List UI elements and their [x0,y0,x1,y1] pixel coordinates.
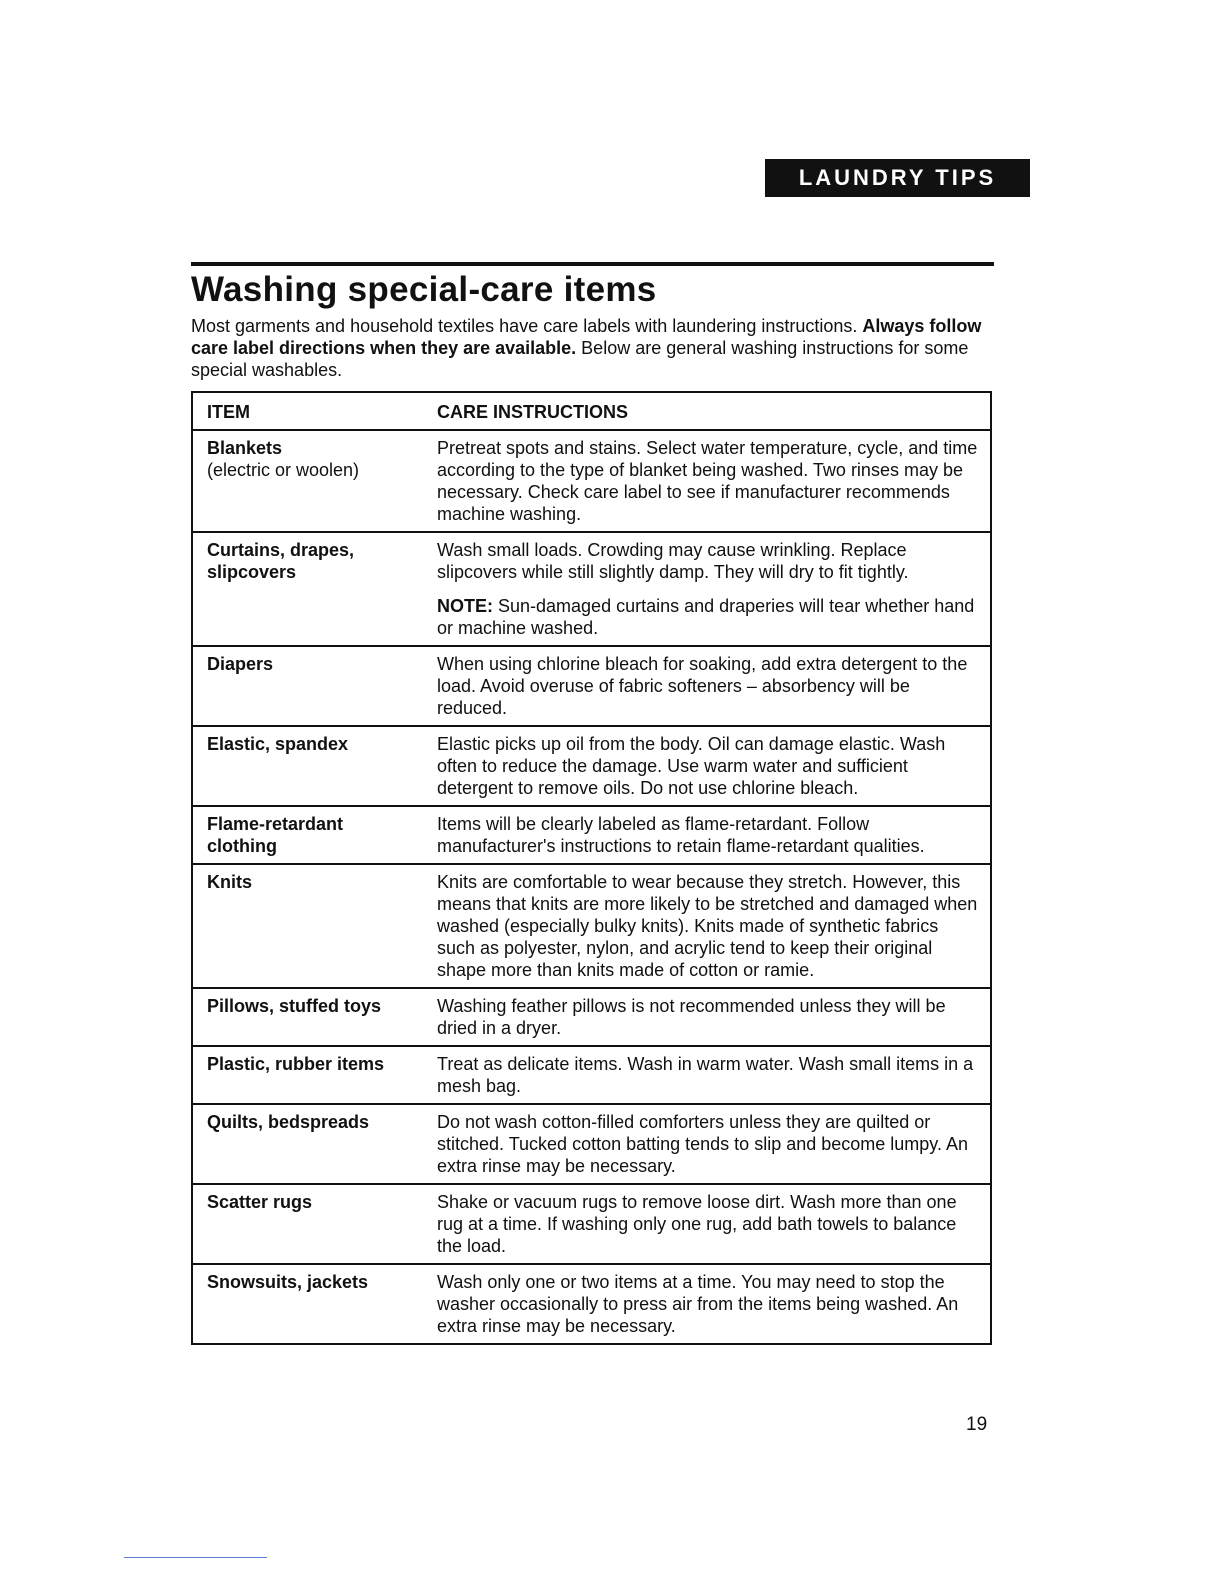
care-text: When using chlorine bleach for soaking, add extra detergent to the load. Avoid overuse of fabric softeners – absorbency will be reduced. [437,654,968,718]
care-cell [423,1264,991,1344]
table-row [192,806,991,864]
care-text: Wash small loads. Crowding may cause wrinkling. Replace slipcovers while still slightly damp. They will dry to fit tightly. [437,540,909,582]
care-cell [423,988,991,1046]
item-cell [192,1046,423,1104]
care-text: Wash only one or two items at a time. You may need to stop the washer occasionally to press air from the items being washed. An extra rinse may be necessary. [437,1272,959,1336]
table-row [192,646,991,726]
item-name: Knits [207,872,252,892]
care-cell [423,1184,991,1264]
care-text: Do not wash cotton-filled comforters unless they are quilted or stitched. Tucked cotton batting tends to slip and become lumpy. An extra rinse may be necessary. [437,1112,968,1176]
item-name: Flame-retardant clothing [207,814,344,856]
intro-emphasis: Always follow care label directions when they are available. [191,316,982,358]
item-cell [192,430,423,532]
page-title: Washing special-care items [191,270,657,309]
table-row [192,1104,991,1184]
note-label: NOTE: [437,596,493,616]
table-row [192,864,991,988]
care-text: Pretreat spots and stains. Select water temperature, cycle, and time according to the type of blanket being washed. Two rinses may be necessary. Check care label to see if manufacturer recommends machine washing. [437,438,978,524]
item-name: Snowsuits, jackets [207,1272,369,1292]
column-header-care: CARE INSTRUCTIONS [437,402,629,422]
care-cell [423,726,991,806]
table-row [192,988,991,1046]
item-name: Blankets [207,438,283,458]
care-table [191,391,992,1345]
care-cell [423,430,991,532]
care-note [437,595,980,639]
note-text: Sun-damaged curtains and draperies will tear whether hand or machine washed. [437,596,975,638]
care-text: Items will be clearly labeled as flame-retardant. Follow manufacturer's instructions to retain flame-retardant qualities. [437,814,925,856]
item-cell [192,1184,423,1264]
care-text: Washing feather pillows is not recommended unless they will be dried in a dryer. [437,996,946,1038]
item-subtitle: (electric or woolen) [207,460,360,480]
table-row [192,1184,991,1264]
table-row [192,1046,991,1104]
care-cell [423,532,991,646]
intro-text: Most garments and household textiles have care labels with laundering instructions. [191,316,863,336]
table-row [192,1264,991,1344]
item-name: Elastic, spandex [207,734,349,754]
care-cell [423,1046,991,1104]
care-cell [423,646,991,726]
title-rule [191,262,994,266]
care-text: Treat as delicate items. Wash in warm water. Wash small items in a mesh bag. [437,1054,974,1096]
item-cell [192,646,423,726]
care-text: Shake or vacuum rugs to remove loose dirt. Wash more than one rug at a time. If washing only one rug, add bath towels to balance the load. [437,1192,957,1256]
care-cell [423,806,991,864]
page-number: 19 [966,1414,988,1435]
care-cell [423,1104,991,1184]
item-name: Pillows, stuffed toys [207,996,382,1016]
item-cell [192,806,423,864]
intro-text-end: Below are general washing instructions for some special washables. [191,338,969,380]
item-cell [192,726,423,806]
item-name: Diapers [207,654,274,674]
column-header-item: ITEM [207,402,250,422]
table-row [192,430,991,532]
footer-rule [124,1557,267,1558]
intro-paragraph [191,315,996,381]
item-name: Quilts, bedspreads [207,1112,370,1132]
item-cell [192,532,423,646]
table-header-row [192,392,991,430]
item-name: Plastic, rubber items [207,1054,385,1074]
section-badge: LAUNDRY TIPS [765,159,1030,197]
item-name: Curtains, drapes, slipcovers [207,540,355,582]
care-cell [423,864,991,988]
item-cell [192,1104,423,1184]
item-cell [192,864,423,988]
item-cell [192,1264,423,1344]
table-row [192,726,991,806]
care-text: Elastic picks up oil from the body. Oil can damage elastic. Wash often to reduce the damage. Use warm water and sufficient detergent to remove oils. Do not use chlorine bleach. [437,734,946,798]
item-name: Scatter rugs [207,1192,313,1212]
care-text: Knits are comfortable to wear because they stretch. However, this means that knits are more likely to be stretched and damaged when washed (especially bulky knits). Knits made of synthetic fabrics such as polyester, nylon, and acrylic tend to keep their original shape more than knits made of cotton or ramie. [437,872,978,980]
item-cell [192,988,423,1046]
table-row [192,532,991,646]
